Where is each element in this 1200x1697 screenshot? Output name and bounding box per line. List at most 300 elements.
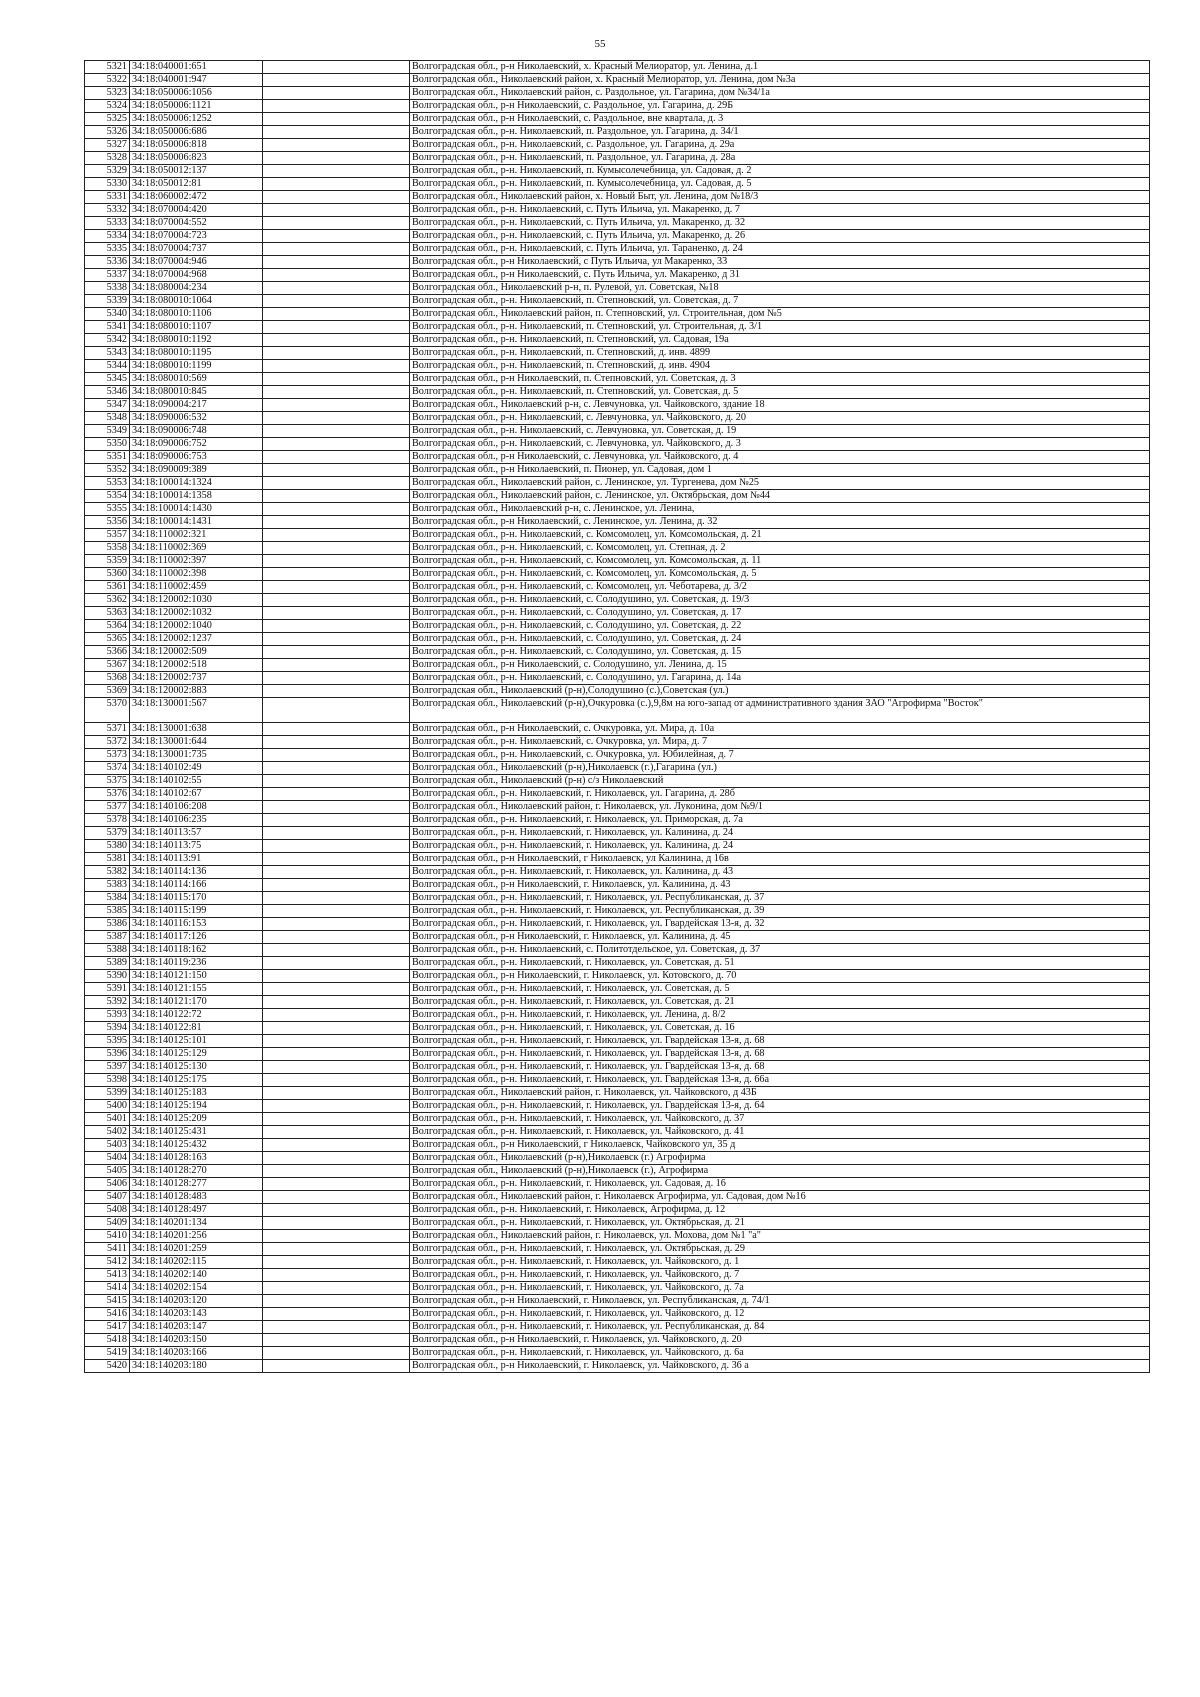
page-number: 55: [594, 38, 606, 50]
empty-cell: [263, 879, 410, 892]
address-cell: Волгоградская обл., р-н. Николаевский, п. Раздольное, ул. Гагарина, д. 28а: [410, 152, 1150, 165]
address-cell: Волгоградская обл., р-н Николаевский, г Николаевск, Чайковского ул, 35 д: [410, 1139, 1150, 1152]
row-number-cell: 5379: [85, 827, 130, 840]
cadastral-number-cell: 34:18:050006:686: [130, 126, 263, 139]
address-cell: Волгоградская обл., Николаевский р-н, с. Левчуновка, ул. Чайковского, здание 18: [410, 399, 1150, 412]
row-number-cell: 5373: [85, 749, 130, 762]
address-cell: Волгоградская обл., р-н. Николаевский, г. Николаевск, ул. Чайковского, д. 1: [410, 1256, 1150, 1269]
row-number-cell: 5339: [85, 295, 130, 308]
address-cell: Волгоградская обл., р-н. Николаевский, п. Степновский, д. инв. 4904: [410, 360, 1150, 373]
cadastral-number-cell: 34:18:050006:823: [130, 152, 263, 165]
empty-cell: [263, 918, 410, 931]
address-cell: Волгоградская обл., р-н Николаевский, г. Николаевск, ул. Котовского, д. 70: [410, 970, 1150, 983]
table-row: [85, 970, 1150, 983]
address-cell: Волгоградская обл., р-н. Николаевский, с. Путь Ильича, ул. Макаренко, д. 26: [410, 230, 1150, 243]
cadastral-number-cell: 34:18:120002:737: [130, 672, 263, 685]
table-row: [85, 360, 1150, 373]
row-number-cell: 5335: [85, 243, 130, 256]
empty-cell: [263, 840, 410, 853]
row-number-cell: 5353: [85, 477, 130, 490]
table-row: [85, 983, 1150, 996]
table-row: [85, 243, 1150, 256]
cadastral-number-cell: 34:18:140114:136: [130, 866, 263, 879]
cadastral-number-cell: 34:18:050012:137: [130, 165, 263, 178]
empty-cell: [263, 1087, 410, 1100]
empty-cell: [263, 438, 410, 451]
empty-cell: [263, 814, 410, 827]
row-number-cell: 5344: [85, 360, 130, 373]
cadastral-number-cell: 34:18:140202:154: [130, 1282, 263, 1295]
table-row: [85, 1100, 1150, 1113]
table-row: [85, 1113, 1150, 1126]
table-row: [85, 100, 1150, 113]
row-number-cell: 5402: [85, 1126, 130, 1139]
empty-cell: [263, 1308, 410, 1321]
cadastral-number-cell: 34:18:140125:209: [130, 1113, 263, 1126]
empty-cell: [263, 542, 410, 555]
table-row: [85, 386, 1150, 399]
table-row: [85, 1204, 1150, 1217]
address-cell: Волгоградская обл., р-н. Николаевский, с. Солодушино, ул. Советская, д. 24: [410, 633, 1150, 646]
table-row: [85, 152, 1150, 165]
row-number-cell: 5403: [85, 1139, 130, 1152]
row-number-cell: 5337: [85, 269, 130, 282]
row-number-cell: 5343: [85, 347, 130, 360]
table-row: [85, 516, 1150, 529]
cadastral-number-cell: 34:18:140113:91: [130, 853, 263, 866]
address-cell: Волгоградская обл., р-н. Николаевский, г. Николаевск, ул. Республиканская, д. 84: [410, 1321, 1150, 1334]
table-row: [85, 542, 1150, 555]
cadastral-number-cell: 34:18:130001:567: [130, 698, 263, 723]
cadastral-number-cell: 34:18:110002:321: [130, 529, 263, 542]
cadastral-number-cell: 34:18:140102:67: [130, 788, 263, 801]
row-number-cell: 5380: [85, 840, 130, 853]
table-row: [85, 1126, 1150, 1139]
address-cell: Волгоградская обл., р-н. Николаевский, с. Путь Ильича, ул. Макаренко, д. 32: [410, 217, 1150, 230]
empty-cell: [263, 217, 410, 230]
cadastral-number-cell: 34:18:070004:552: [130, 217, 263, 230]
address-cell: Волгоградская обл., р-н. Николаевский, с. Солодушино, ул. Советская, д. 17: [410, 607, 1150, 620]
address-cell: Волгоградская обл., р-н Николаевский, с. Ленинское, ул. Ленина, д. 32: [410, 516, 1150, 529]
empty-cell: [263, 360, 410, 373]
address-cell: Волгоградская обл., р-н. Николаевский, п. Степновский, ул. Советская, д. 5: [410, 386, 1150, 399]
table-row: [85, 659, 1150, 672]
row-number-cell: 5323: [85, 87, 130, 100]
cadastral-number-cell: 34:18:050006:1121: [130, 100, 263, 113]
row-number-cell: 5404: [85, 1152, 130, 1165]
table-row: [85, 1269, 1150, 1282]
row-number-cell: 5362: [85, 594, 130, 607]
address-cell: Волгоградская обл., Николаевский р-н, п. Рулевой, ул. Советская, №18: [410, 282, 1150, 295]
table-row: [85, 477, 1150, 490]
empty-cell: [263, 1230, 410, 1243]
table-row: [85, 1191, 1150, 1204]
cadastral-number-cell: 34:18:140125:432: [130, 1139, 263, 1152]
empty-cell: [263, 866, 410, 879]
table-row: [85, 905, 1150, 918]
cadastral-number-cell: 34:18:140106:208: [130, 801, 263, 814]
cadastral-number-cell: 34:18:120002:883: [130, 685, 263, 698]
cadastral-number-cell: 34:18:140128:270: [130, 1165, 263, 1178]
empty-cell: [263, 1165, 410, 1178]
table-row: [85, 87, 1150, 100]
table-row: [85, 866, 1150, 879]
table-row: [85, 1087, 1150, 1100]
address-cell: Волгоградская обл., р-н. Николаевский, г. Николаевск, ул. Советская, д. 21: [410, 996, 1150, 1009]
row-number-cell: 5400: [85, 1100, 130, 1113]
cadastral-number-cell: 34:18:040001:947: [130, 74, 263, 87]
address-cell: Волгоградская обл., р-н Николаевский, х. Красный Мелиоратор, ул. Ленина, д.1: [410, 61, 1150, 74]
empty-cell: [263, 1048, 410, 1061]
address-cell: Волгоградская обл., р-н Николаевский, г. Николаевск, ул. Чайковского, д. 36 а: [410, 1360, 1150, 1373]
table-row: [85, 749, 1150, 762]
empty-cell: [263, 983, 410, 996]
empty-cell: [263, 321, 410, 334]
cadastral-number-cell: 34:18:140122:72: [130, 1009, 263, 1022]
table-row: [85, 282, 1150, 295]
cadastral-number-cell: 34:18:140114:166: [130, 879, 263, 892]
row-number-cell: 5340: [85, 308, 130, 321]
address-cell: Волгоградская обл., р-н. Николаевский, с. Левчуновка, ул. Советская, д. 19: [410, 425, 1150, 438]
row-number-cell: 5346: [85, 386, 130, 399]
table-row: [85, 399, 1150, 412]
cadastral-number-cell: 34:18:090009:389: [130, 464, 263, 477]
address-cell: Волгоградская обл., р-н. Николаевский, г. Николаевск, ул. Гвардейская 13-я, д. 66а: [410, 1074, 1150, 1087]
table-row: [85, 308, 1150, 321]
cadastral-number-cell: 34:18:120002:509: [130, 646, 263, 659]
empty-cell: [263, 295, 410, 308]
cadastral-number-cell: 34:18:140128:497: [130, 1204, 263, 1217]
cadastral-number-cell: 34:18:110002:397: [130, 555, 263, 568]
empty-cell: [263, 152, 410, 165]
empty-cell: [263, 243, 410, 256]
address-cell: Волгоградская обл., Николаевский (р-н),Очкуровка (с.),9,8м на юго-запад от административного здания ЗАО "Агрофирма "Восток": [410, 698, 1150, 723]
empty-cell: [263, 191, 410, 204]
empty-cell: [263, 334, 410, 347]
empty-cell: [263, 464, 410, 477]
cadastral-number-cell: 34:18:110002:369: [130, 542, 263, 555]
cadastral-number-cell: 34:18:140115:199: [130, 905, 263, 918]
address-cell: Волгоградская обл., р-н. Николаевский, г. Николаевск, ул. Октябрьская, д. 21: [410, 1217, 1150, 1230]
address-cell: Волгоградская обл., р-н. Николаевский, г. Николаевск, ул. Калинина, д. 24: [410, 840, 1150, 853]
row-number-cell: 5357: [85, 529, 130, 542]
address-cell: Волгоградская обл., р-н. Николаевский, г. Николаевск, ул. Советская, д. 51: [410, 957, 1150, 970]
table-row: [85, 503, 1150, 516]
table-row: [85, 425, 1150, 438]
row-number-cell: 5374: [85, 762, 130, 775]
empty-cell: [263, 646, 410, 659]
row-number-cell: 5399: [85, 1087, 130, 1100]
empty-cell: [263, 230, 410, 243]
row-number-cell: 5325: [85, 113, 130, 126]
empty-cell: [263, 736, 410, 749]
cadastral-number-cell: 34:18:140128:277: [130, 1178, 263, 1191]
row-number-cell: 5372: [85, 736, 130, 749]
empty-cell: [263, 425, 410, 438]
row-number-cell: 5333: [85, 217, 130, 230]
row-number-cell: 5377: [85, 801, 130, 814]
cadastral-number-cell: 34:18:140203:120: [130, 1295, 263, 1308]
address-cell: Волгоградская обл., р-н. Николаевский, г. Николаевск, ул. Ленина, д. 8/2: [410, 1009, 1150, 1022]
cadastral-number-cell: 34:18:140202:140: [130, 1269, 263, 1282]
row-number-cell: 5378: [85, 814, 130, 827]
table-row: [85, 996, 1150, 1009]
cadastral-number-cell: 34:18:100014:1358: [130, 490, 263, 503]
cadastral-number-cell: 34:18:090006:752: [130, 438, 263, 451]
address-cell: Волгоградская обл., р-н. Николаевский, г. Николаевск, ул. Чайковского, д. 7а: [410, 1282, 1150, 1295]
address-cell: Волгоградская обл., р-н Николаевский, с Путь Ильича, ул Макаренко, 33: [410, 256, 1150, 269]
table-row: [85, 672, 1150, 685]
cadastral-number-cell: 34:18:140202:115: [130, 1256, 263, 1269]
table-row: [85, 1009, 1150, 1022]
address-cell: Волгоградская обл., р-н. Николаевский, п. Раздольное, ул. Гагарина, д. 34/1: [410, 126, 1150, 139]
cadastral-number-cell: 34:18:140121:150: [130, 970, 263, 983]
cadastral-number-cell: 34:18:080010:845: [130, 386, 263, 399]
address-cell: Волгоградская обл., р-н. Николаевский, с. Комсомолец, ул. Комсомольская, д. 11: [410, 555, 1150, 568]
address-cell: Волгоградская обл., р-н. Николаевский, с. Солодушино, ул. Гагарина, д. 14а: [410, 672, 1150, 685]
address-cell: Волгоградская обл., р-н. Николаевский, п. Кумысолечебница, ул. Садовая, д. 2: [410, 165, 1150, 178]
table-row: [85, 373, 1150, 386]
empty-cell: [263, 749, 410, 762]
empty-cell: [263, 1126, 410, 1139]
cadastral-number-cell: 34:18:140125:431: [130, 1126, 263, 1139]
empty-cell: [263, 1113, 410, 1126]
cadastral-number-cell: 34:18:130001:644: [130, 736, 263, 749]
empty-cell: [263, 788, 410, 801]
empty-cell: [263, 1334, 410, 1347]
row-number-cell: 5405: [85, 1165, 130, 1178]
row-number-cell: 5391: [85, 983, 130, 996]
table-row: [85, 451, 1150, 464]
empty-cell: [263, 87, 410, 100]
empty-cell: [263, 672, 410, 685]
row-number-cell: 5351: [85, 451, 130, 464]
cadastral-number-cell: 34:18:140119:236: [130, 957, 263, 970]
table-row: [85, 1048, 1150, 1061]
cadastral-number-cell: 34:18:140122:81: [130, 1022, 263, 1035]
empty-cell: [263, 1152, 410, 1165]
cadastral-number-cell: 34:18:140116:153: [130, 918, 263, 931]
cadastral-number-cell: 34:18:090006:753: [130, 451, 263, 464]
empty-cell: [263, 1243, 410, 1256]
address-cell: Волгоградская обл., р-н Николаевский, г. Николаевск, ул. Чайковского, д. 20: [410, 1334, 1150, 1347]
row-number-cell: 5390: [85, 970, 130, 983]
row-number-cell: 5381: [85, 853, 130, 866]
row-number-cell: 5352: [85, 464, 130, 477]
cadastral-number-cell: 34:18:140125:175: [130, 1074, 263, 1087]
row-number-cell: 5401: [85, 1113, 130, 1126]
empty-cell: [263, 100, 410, 113]
empty-cell: [263, 620, 410, 633]
row-number-cell: 5385: [85, 905, 130, 918]
row-number-cell: 5348: [85, 412, 130, 425]
address-cell: Волгоградская обл., р-н. Николаевский, с. Солодушино, ул. Советская, д. 22: [410, 620, 1150, 633]
cadastral-number-cell: 34:18:140125:183: [130, 1087, 263, 1100]
cadastral-number-cell: 34:18:130001:638: [130, 723, 263, 736]
row-number-cell: 5384: [85, 892, 130, 905]
cadastral-number-cell: 34:18:050006:1252: [130, 113, 263, 126]
table-row: [85, 217, 1150, 230]
cadastral-number-cell: 34:18:080010:1064: [130, 295, 263, 308]
empty-cell: [263, 853, 410, 866]
empty-cell: [263, 1022, 410, 1035]
table-row: [85, 1061, 1150, 1074]
cadastral-number-cell: 34:18:080010:1106: [130, 308, 263, 321]
row-number-cell: 5322: [85, 74, 130, 87]
row-number-cell: 5387: [85, 931, 130, 944]
row-number-cell: 5358: [85, 542, 130, 555]
empty-cell: [263, 1360, 410, 1373]
row-number-cell: 5415: [85, 1295, 130, 1308]
address-cell: Волгоградская обл., р-н. Николаевский, г. Николаевск, ул. Октябрьская, д. 29: [410, 1243, 1150, 1256]
cadastral-number-cell: 34:18:140102:55: [130, 775, 263, 788]
row-number-cell: 5412: [85, 1256, 130, 1269]
cadastral-number-cell: 34:18:110002:398: [130, 568, 263, 581]
row-number-cell: 5328: [85, 152, 130, 165]
table-row: [85, 879, 1150, 892]
address-cell: Волгоградская обл., р-н. Николаевский, с. Раздольное, ул. Гагарина, д. 29а: [410, 139, 1150, 152]
empty-cell: [263, 581, 410, 594]
table-row: [85, 1139, 1150, 1152]
row-number-cell: 5350: [85, 438, 130, 451]
table-row: [85, 944, 1150, 957]
row-number-cell: 5356: [85, 516, 130, 529]
row-number-cell: 5330: [85, 178, 130, 191]
empty-cell: [263, 529, 410, 542]
table-row: [85, 1360, 1150, 1373]
cadastral-number-cell: 34:18:120002:1032: [130, 607, 263, 620]
row-number-cell: 5342: [85, 334, 130, 347]
address-cell: Волгоградская обл., р-н. Николаевский, п. Степновский, ул. Советская, д. 7: [410, 295, 1150, 308]
address-cell: Волгоградская обл., Николаевский р-н, с. Ленинское, ул. Ленина,: [410, 503, 1150, 516]
address-cell: Волгоградская обл., р-н. Николаевский, г. Николаевск, ул. Советская, д. 5: [410, 983, 1150, 996]
empty-cell: [263, 568, 410, 581]
address-cell: Волгоградская обл., р-н. Николаевский, с. Левчуновка, ул. Чайковского, д. 3: [410, 438, 1150, 451]
table-row: [85, 620, 1150, 633]
cadastral-number-cell: 34:18:140121:170: [130, 996, 263, 1009]
address-cell: Волгоградская обл., р-н. Николаевский, г. Николаевск, ул. Чайковского, д. 6а: [410, 1347, 1150, 1360]
table-row: [85, 1074, 1150, 1087]
table-row: [85, 801, 1150, 814]
table-row: [85, 814, 1150, 827]
cadastral-number-cell: 34:18:120002:1030: [130, 594, 263, 607]
table-row: [85, 139, 1150, 152]
table-row: [85, 1295, 1150, 1308]
table-row: [85, 594, 1150, 607]
empty-cell: [263, 74, 410, 87]
cadastral-number-cell: 34:18:140102:49: [130, 762, 263, 775]
row-number-cell: 5366: [85, 646, 130, 659]
table-row: [85, 412, 1150, 425]
empty-cell: [263, 204, 410, 217]
cadastral-number-cell: 34:18:140203:143: [130, 1308, 263, 1321]
row-number-cell: 5375: [85, 775, 130, 788]
row-number-cell: 5416: [85, 1308, 130, 1321]
table-row: [85, 775, 1150, 788]
cadastral-number-cell: 34:18:140117:126: [130, 931, 263, 944]
row-number-cell: 5398: [85, 1074, 130, 1087]
empty-cell: [263, 308, 410, 321]
empty-cell: [263, 113, 410, 126]
cadastral-number-cell: 34:18:100014:1324: [130, 477, 263, 490]
empty-cell: [263, 256, 410, 269]
table-row: [85, 1256, 1150, 1269]
cadastral-number-cell: 34:18:140203:166: [130, 1347, 263, 1360]
table-row: [85, 723, 1150, 736]
empty-cell: [263, 801, 410, 814]
address-cell: Волгоградская обл., р-н. Николаевский, г. Николаевск, ул. Гвардейская 13-я, д. 68: [410, 1048, 1150, 1061]
address-cell: Волгоградская обл., Николаевский район, х. Красный Мелиоратор, ул. Ленина, дом №3а: [410, 74, 1150, 87]
row-number-cell: 5360: [85, 568, 130, 581]
empty-cell: [263, 126, 410, 139]
cadastral-number-cell: 34:18:140121:155: [130, 983, 263, 996]
row-number-cell: 5419: [85, 1347, 130, 1360]
row-number-cell: 5409: [85, 1217, 130, 1230]
cadastral-number-cell: 34:18:080010:569: [130, 373, 263, 386]
address-cell: Волгоградская обл., р-н. Николаевский, г. Николаевск, ул. Гвардейская 13-я, д. 68: [410, 1061, 1150, 1074]
cadastral-number-cell: 34:18:070004:737: [130, 243, 263, 256]
table-row: [85, 736, 1150, 749]
empty-cell: [263, 503, 410, 516]
empty-cell: [263, 892, 410, 905]
table-row: [85, 321, 1150, 334]
empty-cell: [263, 659, 410, 672]
address-cell: Волгоградская обл., р-н. Николаевский, г. Николаевск, ул. Гвардейская 13-я, д. 68: [410, 1035, 1150, 1048]
row-number-cell: 5413: [85, 1269, 130, 1282]
table-row: [85, 1152, 1150, 1165]
row-number-cell: 5386: [85, 918, 130, 931]
table-row: [85, 269, 1150, 282]
table-row: [85, 633, 1150, 646]
table-row: [85, 788, 1150, 801]
empty-cell: [263, 399, 410, 412]
table-row: [85, 568, 1150, 581]
empty-cell: [263, 685, 410, 698]
row-number-cell: 5345: [85, 373, 130, 386]
address-cell: Волгоградская обл., р-н Николаевский, г Николаевск, ул Калинина, д 16в: [410, 853, 1150, 866]
row-number-cell: 5363: [85, 607, 130, 620]
empty-cell: [263, 762, 410, 775]
row-number-cell: 5371: [85, 723, 130, 736]
cadastral-number-cell: 34:18:070004:946: [130, 256, 263, 269]
cadastral-number-cell: 34:18:140113:75: [130, 840, 263, 853]
row-number-cell: 5336: [85, 256, 130, 269]
cadastral-number-cell: 34:18:140203:147: [130, 1321, 263, 1334]
table-row: [85, 113, 1150, 126]
row-number-cell: 5382: [85, 866, 130, 879]
cadastral-number-cell: 34:18:080010:1199: [130, 360, 263, 373]
address-cell: Волгоградская обл., Николаевский район, с. Ленинское, ул. Октябрьская, дом №44: [410, 490, 1150, 503]
address-cell: Волгоградская обл., Николаевский (р-н),Николаевск (г.),Гагарина (ул.): [410, 762, 1150, 775]
address-cell: Волгоградская обл., р-н Николаевский, с. Левчуновка, ул. Чайковского, д. 4: [410, 451, 1150, 464]
cadastral-number-cell: 34:18:140125:194: [130, 1100, 263, 1113]
address-cell: Волгоградская обл., р-н. Николаевский, г. Николаевск, Агрофирма, д. 12: [410, 1204, 1150, 1217]
registry-body: [85, 61, 1150, 1373]
row-number-cell: 5414: [85, 1282, 130, 1295]
row-number-cell: 5355: [85, 503, 130, 516]
table-row: [85, 581, 1150, 594]
row-number-cell: 5370: [85, 698, 130, 723]
cadastral-number-cell: 34:18:140125:129: [130, 1048, 263, 1061]
address-cell: Волгоградская обл., Николаевский (р-н),Николаевск (г.) Агрофирма: [410, 1152, 1150, 1165]
address-cell: Волгоградская обл., р-н Николаевский, с. Раздольное, ул. Гагарина, д. 29Б: [410, 100, 1150, 113]
address-cell: Волгоградская обл., р-н Николаевский, с. Раздольное, вне квартала, д. 3: [410, 113, 1150, 126]
cadastral-number-cell: 34:18:120002:518: [130, 659, 263, 672]
address-cell: Волгоградская обл., р-н. Николаевский, с. Комсомолец, ул. Степная, д. 2: [410, 542, 1150, 555]
row-number-cell: 5420: [85, 1360, 130, 1373]
address-cell: Волгоградская обл., р-н. Николаевский, г. Николаевск, ул. Советская, д. 16: [410, 1022, 1150, 1035]
empty-cell: [263, 178, 410, 191]
